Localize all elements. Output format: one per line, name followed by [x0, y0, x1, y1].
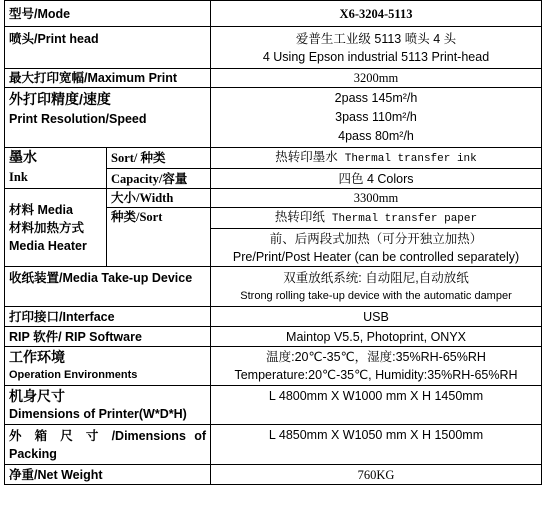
- packing-label: [5, 425, 211, 465]
- media-sort-en: Thermal transfer paper: [331, 213, 478, 225]
- row-packing: [5, 425, 542, 465]
- dimensions-label: [5, 386, 211, 425]
- print-head-label: 喷头/Print head: [5, 27, 211, 69]
- ink-label: [5, 148, 107, 189]
- takeup-value: [211, 267, 542, 307]
- row-resolution: [5, 88, 542, 148]
- resolution-3pass: 3pass 110m²/h: [335, 110, 417, 124]
- row-print-head: [5, 27, 542, 69]
- dimensions-label-cn: 机身尺寸: [9, 388, 65, 404]
- dimensions-label-en: Dimensions of Printer(W*D*H): [9, 407, 187, 421]
- print-head-cn: 爱普生工业级 5113 喷头 4 头: [295, 31, 457, 46]
- interface-value: USB: [211, 307, 542, 327]
- environment-cn: 温度:20℃-35℃，湿度:35%RH-65%RH: [266, 350, 486, 364]
- packing-label-line1: 外 箱 尺 寸 /Dimensions of: [9, 428, 207, 443]
- ink-sort-en: Thermal transfer ink: [344, 153, 477, 165]
- environment-value: [211, 347, 542, 386]
- max-print-value: 3200mm: [211, 69, 542, 88]
- spec-table: [4, 0, 542, 485]
- packing-value: L 4850mm X W1050 mm X H 1500mm: [211, 425, 542, 465]
- interface-label: 打印接口/Interface: [5, 307, 211, 327]
- takeup-en: Strong rolling take-up device with the automatic damper: [240, 289, 512, 302]
- resolution-4pass: 4pass 80m²/h: [338, 129, 414, 143]
- ink-capacity-value: 四色 4 Colors: [211, 169, 542, 189]
- dimensions-value: L 4800mm X W1000 mm X H 1450mm: [211, 386, 542, 425]
- row-ink-sort: [5, 148, 542, 169]
- packing-label-line2: Packing: [9, 446, 57, 461]
- takeup-label: 收纸装置/Media Take-up Device: [5, 267, 211, 307]
- resolution-label-cn: 外打印精度/速度: [9, 91, 111, 107]
- media-heater-en: Pre/Print/Post Heater (can be controlled separately): [232, 249, 520, 264]
- environment-label: [5, 347, 211, 386]
- media-label-line2: 材料加热方式: [9, 220, 85, 235]
- resolution-values: [211, 88, 542, 148]
- print-head-en: 4 Using Epson industrial 5113 Print-head: [262, 49, 490, 64]
- resolution-label-en: Print Resolution/Speed: [9, 112, 147, 126]
- media-label-line1: 材料 Media: [9, 202, 73, 217]
- model-label: 型号/Mode: [5, 1, 211, 27]
- weight-label: 净重/Net Weight: [5, 465, 211, 485]
- resolution-label: [5, 88, 211, 148]
- ink-label-cn: 墨水: [9, 151, 37, 166]
- media-label: [5, 189, 107, 267]
- row-media-size: [5, 189, 542, 208]
- ink-capacity-label: Capacity/容量: [107, 169, 211, 189]
- media-sort-cn: 热转印纸: [274, 210, 325, 224]
- resolution-2pass: 2pass 145m²/h: [334, 91, 418, 105]
- row-rip: [5, 327, 542, 347]
- ink-sort-cn: 热转印墨水: [275, 150, 338, 164]
- model-value: X6-3204-5113: [211, 1, 542, 27]
- media-heater-value: [211, 229, 542, 267]
- row-weight: [5, 465, 542, 485]
- takeup-cn: 双重放纸系统: 自动阻尼,自动放纸: [283, 270, 469, 285]
- media-heater-cn: 前、后两段式加热（可分开独立加热）: [269, 231, 483, 246]
- media-sort-value: [211, 208, 542, 229]
- row-interface: [5, 307, 542, 327]
- media-sort-label: 种类/Sort: [107, 208, 211, 267]
- ink-sort-label: Sort/ 种类: [107, 148, 211, 169]
- row-dimensions: [5, 386, 542, 425]
- environment-en: Temperature:20℃-35℃, Humidity:35%RH-65%RH: [234, 368, 518, 382]
- rip-value: Maintop V5.5, Photoprint, ONYX: [211, 327, 542, 347]
- row-environment: [5, 347, 542, 386]
- print-head-value: [211, 27, 542, 69]
- environment-label-en: Operation Environments: [9, 369, 138, 381]
- media-size-label: 大小/Width: [107, 189, 211, 208]
- media-label-line3: Media Heater: [9, 238, 87, 253]
- row-max-print: [5, 69, 542, 88]
- row-model: [5, 1, 542, 27]
- ink-label-en: Ink: [9, 170, 28, 184]
- media-size-value: 3300mm: [211, 189, 542, 208]
- weight-value: 760KG: [211, 465, 542, 485]
- row-takeup: [5, 267, 542, 307]
- max-print-label: 最大打印宽幅/Maximum Print: [5, 69, 211, 88]
- ink-sort-value: [211, 148, 542, 169]
- environment-label-cn: 工作环境: [9, 349, 65, 365]
- rip-label: RIP 软件/ RIP Software: [5, 327, 211, 347]
